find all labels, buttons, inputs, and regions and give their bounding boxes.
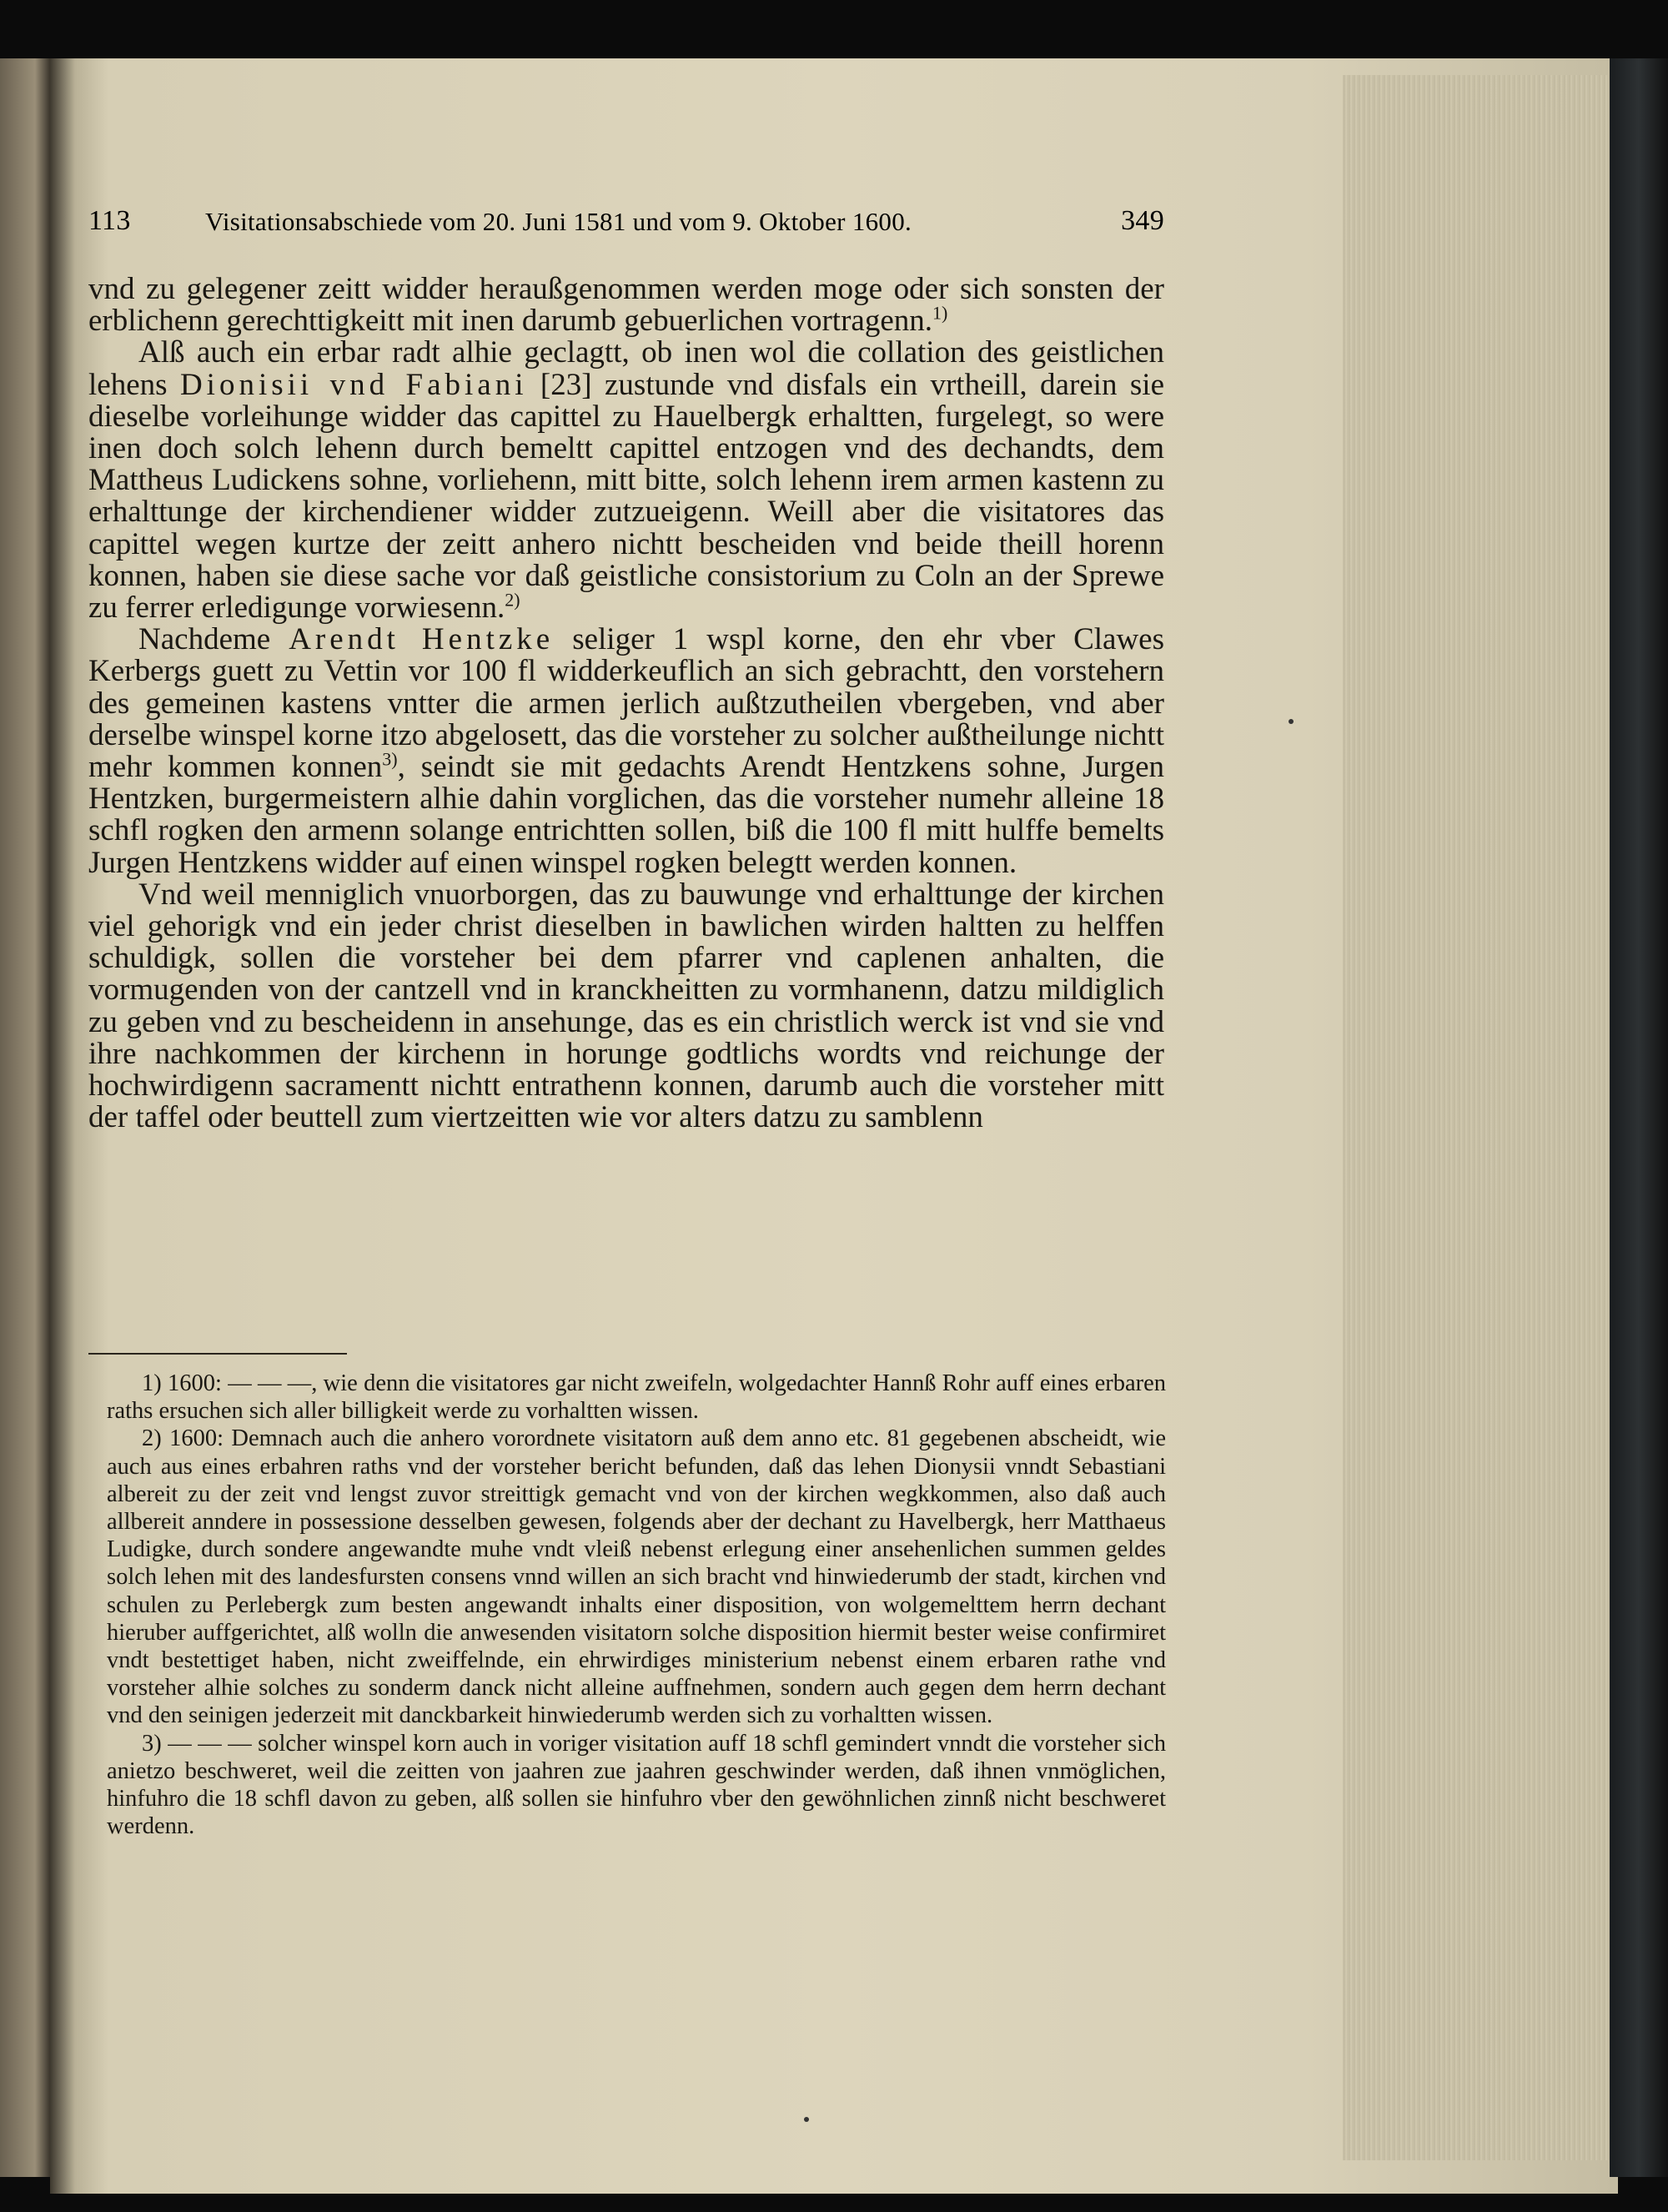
footnote-divider [88, 1353, 347, 1355]
footnote-1: 1) 1600: — — —, wie denn die visitatores gar nicht zweifeln, wolgedachter Hannß Rohr auff eines erbaren raths ersuchen sich aller billigkeit werde zu vorhaltten wissen. [107, 1370, 1166, 1425]
footnote-ref-1: 1) [932, 302, 948, 324]
footnote-2: 2) 1600: Demnach auch die anhero vorordnete visitatorn auß dem anno etc. 81 gegebenen abscheidt, wie auch aus eines erbahren raths vnd der vorsteher bericht befunden, daß das lehen Dionysii vnndt Sebastiani albereit zu der zeit vnd lengst zuvor streittigk gemacht vnd von der kirchen wegkkommen, also daß auch allbereit anndere in possessione desselben gewesen, folgends aber der dechant zu Havelbergk, herr Matthaeus Ludigke, durch sondere angewandte muhe vndt vleiß nebenst erlegung einer ansehenlichen summen geldes solch lehen mit des landesfursten consens vnnd willen an sich bracht vnd hinwiederumb der stadt, kirchen vnd schulen zu Perlebergk zum besten angewandt inhalts einer disposition, von wolgemelttem herrn dechant hieruber auffgerichtet, alß wolln die anwesenden visitatorn solche disposition hiermit bester weise confirmiret vndt bestettiget haben, nicht zweiffelnde, ein ehrwirdiges ministerium nebenst einem erbaren rathe vnd vorsteher alhie solches zu sonderm danck nicht alleine auffnehmen, sondern auch gegen dem herrn dechant vnd den seinigen jederzeit mit danckbarkeit hinwiederumb werden sich zu vorhaltten wissen. [107, 1425, 1166, 1729]
paragraph-3-text-a: Nachdeme [138, 622, 289, 657]
paragraph-3 [88, 624, 1164, 879]
paragraph-4 [88, 879, 1164, 1134]
page-number: 349 [1121, 205, 1164, 236]
footnote-ref-2: 2) [505, 589, 520, 611]
paragraph-1-text: vnd zu gelegener zeitt widder heraußgenommen werden moge oder sich sonsten der erblichenn gerechttigkeitt mit inen darumb gebuerlichen vortragenn. [88, 272, 1164, 339]
footnotes [107, 1370, 1166, 1840]
section-number: 113 [88, 205, 131, 236]
paragraph-2 [88, 337, 1164, 624]
page-stack-edges [1343, 75, 1610, 2160]
paragraph-1 [88, 274, 1164, 337]
footnote-ref-3: 3) [382, 748, 398, 770]
ink-speck [1289, 719, 1294, 724]
book-cover-edge [1610, 58, 1668, 2177]
main-text [88, 274, 1164, 1134]
running-head-title: Visitationsabschiede vom 20. Juni 1581 und vom 9. Oktober 1600. [205, 207, 912, 236]
running-head [88, 205, 1164, 245]
paragraph-4-text: Vnd weil menniglich vnuorborgen, das zu bauwunge vnd erhalttunge der kirchen viel gehorigk vnd ein jeder christ dieselben in bawlichen wirden haltten zu helffen schuldigk, sollen die vorsteher bei dem pfarrer vnd caplenen anhalten, die vormugenden von der cantzell vnd in kranckheitten zu vormhanenn, datzu mildiglich zu geben vnd zu bescheidenn in ansehunge, das es ein christlich werck ist vnd sie vnd ihre nachkommen der kirchenn in horunge godtlichs wordts vnd reichunge der hochwirdigenn sacramentt nichtt entrathenn konnen, darumb auch die vorsteher mitt der taffel oder beuttell zum viertzeitten wie vor alters datzu zu samblenn [88, 877, 1164, 1135]
name-arendt-hentzke: Arendt Hentzke [289, 622, 555, 657]
paragraph-3-text-b: seliger 1 wspl korne, den ehr vber Clawes Kerbergs guett zu Vettin vor 100 fl widderkeuflich an sich gebrachtt, den vorstehern des gemeinen kastens vntter die armen jerlich außtzutheilen vbergeben, vnd aber derselbe winspel korne itzo abgelosett, das die vorsteher zu solcher außtheilunge nichtt mehr kommen konnen [88, 622, 1164, 785]
left-page-edge [0, 58, 50, 2177]
paragraph-2-text-b: [23] zustunde vnd disfals ein vrtheill, darein sie dieselbe vorleihunge widder das capittel zu Hauelbergk erhaltten, furgelegt, so were inen doch solch lehenn durch bemeltt capittel entzogen vnd des dechandts, dem Mattheus Ludickens sohne, vorliehenn, mitt bitte, solch lehenn irem armen kastenn zu erhalttunge der kirchendiener widder zutzueigenn. Weill aber die visitatores das capittel wegen kurtze der zeitt anhero nichtt bescheiden vnd beide theill horenn konnen, haben sie diese sache vor daß geistliche consistorium zu Coln an der Sprewe zu ferrer erledigunge vorwiesenn. [88, 367, 1164, 626]
name-dionisii-fabiani: Dionisii vnd Fabiani [179, 367, 528, 402]
paragraph-2-text-a: Alß auch ein erbar radt alhie geclagtt, ob inen wol die collation des geistlichen lehens [88, 335, 1164, 402]
ink-speck [804, 2117, 809, 2122]
footnote-3: 3) — — — solcher winspel korn auch in voriger visitation auff 18 schfl gemindert vnndt die vorsteher sich anietzo beschweret, weil die zeitten von jaahren zue jaahren geschwinder werden, daß ihnen vnmöglichen, hinfuhro die 18 schfl davon zu geben, alß sollen sie hinfuhro vber den gewöhnlichen zinnß nicht beschweret werdenn. [107, 1730, 1166, 1840]
paragraph-3-text-c: , seindt sie mit gedachts Arendt Hentzkens sohne, Jurgen Hentzken, burgermeistern alhie dahin vorglichen, das die vorsteher numehr alleine 18 schfl rogken den armenn solange entrichtten sollen, biß die 100 fl mitt hulffe bemelts Jurgen Hentzkens widder auf einen winspel rogken belegtt werden konnen. [88, 750, 1164, 880]
